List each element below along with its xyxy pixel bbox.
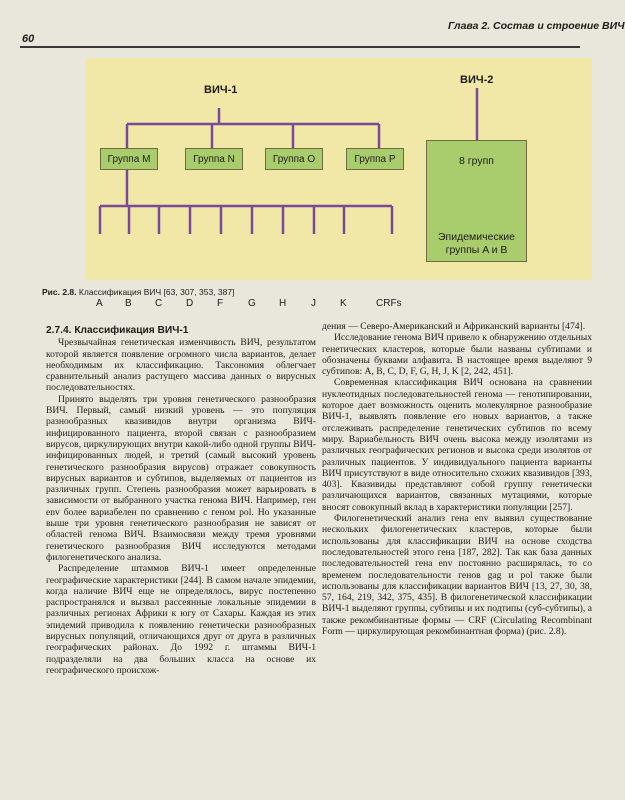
page-number: 60	[22, 33, 35, 45]
paragraph: Распределение штаммов ВИЧ-1 имеет определенные географические характеристики [244]. В самом начале эпидемии, когда наличие ВИЧ еще не определялось, вирус постепенно распространялся и вызвал рассеянные локальные эпидемии в различных регионах Африки к югу от Сахары. Каждая из этих эпидемий приводила к появлению генетически разнообразных вирусных популяций, отличающихся друг от друга в различных географических районах. До 1992 г. штаммы ВИЧ-1 подразделяли на два больших класса на основе их географического происхож-	[46, 563, 316, 676]
group-o-box: Группа O	[265, 148, 323, 170]
paragraph: Современная классификация ВИЧ основана на сравнении нуклеотидных последовательностей генома — генотипировании, которое дает возможность оценить молекулярное разнообразие ВИЧ-1, выявлять появление его новых вариантов, а также отслеживать распределение генетических субтипов по всему миру. Вариабельность ВИЧ очень высока между изолятами из различных географических регионов и высока среди изолятов от различных пациентов. У индивидуального пациента варианты ВИЧ присутствуют в виде относительно схожих квазивидов [393, 403]. Квазивиды представляют собой группу генетически различающихся вариантов, связанных мутациями, которые вносят совокупный вклад в характеристики популяции [257].	[322, 377, 592, 513]
subtype-b: B	[125, 298, 132, 309]
subtype-j: J	[311, 298, 316, 309]
hiv1-label: ВИЧ-1	[204, 84, 238, 96]
header-rule	[20, 46, 580, 48]
subtype-g: G	[248, 298, 256, 309]
running-title: Глава 2. Состав и строение ВИЧ	[448, 20, 625, 32]
hiv2-label: ВИЧ-2	[460, 74, 494, 86]
section-title: 2.7.4. Классификация ВИЧ-1	[46, 325, 189, 336]
group-n-box: Группа N	[185, 148, 243, 170]
group-m-box: Группа M	[100, 148, 158, 170]
paragraph: дения — Северо-Американский и Африканский варианты [474].	[322, 321, 586, 332]
subtype-crfs: CRFs	[376, 298, 402, 309]
paragraph: Исследование генома ВИЧ привело к обнаружению отдельных генетических кластеров, которые были названы субтипами и обозначены буквами алфавита. В настоящее время выделяют 9 субтипов: A, B, C, D, F, G, H, J, K [2, 242, 451].	[322, 332, 592, 378]
subtype-a: A	[96, 298, 103, 309]
subtype-f: F	[217, 298, 224, 309]
epidemic-line-1: Эпидемические	[437, 231, 515, 243]
epidemic-groups	[427, 231, 526, 257]
group-p-box: Группа P	[346, 148, 404, 170]
caption-text: Классификация ВИЧ [63, 307, 353, 387]	[78, 287, 235, 297]
caption-label: Рис. 2.8.	[42, 287, 77, 297]
subtype-c: C	[155, 298, 163, 309]
subtype-d: D	[186, 298, 194, 309]
subtype-k: K	[340, 298, 347, 309]
epidemic-line-2: группы A и B	[445, 244, 508, 256]
paragraph: Филогенетический анализ гена env выявил существование нескольких филогенетических кластеров, которые были использованы для классификации ВИЧ на основе сходства последовательностей этого гена [187, 282]. Так как база данных последовательностей гена env постоянно расширялась, то со временем последовательности генов gag и pol также были использованы для классификации вариантов ВИЧ [13, 27, 30, 38, 57, 164, 219, 342, 375, 435]. В филогенетической классификации ВИЧ-1 выделяют группы, субтипы и их подтипы (суб-субтипы), а также рекомбинантные формы — CRF (Circulating Recombinant Form — циркулирующая рекомбинантная форма) (рис. 2.8).	[322, 513, 592, 638]
paragraph: Чрезвычайная генетическая изменчивость ВИЧ, результатом которой является появление огромного числа вариантов, делает необходимым их классификацию. Таксономия облегчает сравнительный анализ растущего массива данных о вирусных последовательностях.	[46, 337, 316, 394]
hiv2-groups-box	[426, 140, 527, 262]
right-column	[322, 321, 592, 637]
subtype-h: H	[279, 298, 287, 309]
left-column	[46, 325, 316, 676]
figure-caption	[42, 287, 234, 297]
hiv2-group-count: 8 групп	[459, 155, 494, 167]
paragraph: Принято выделять три уровня генетического разнообразия ВИЧ. Первый, самый низкий уровень — это популяция разнообразных квазивидов внутри организма ВИЧ-инфицированного пациента, второй связан с разнообразием вирусов, циркулирующих внутри какой-либо одной группы ВИЧ-инфицированных людей, и третий (самый высокий уровень генетического разнообразия вирусов) отражает совокупность вирусных вариантов и субтипов, выделяемых от пациентов из различных групп. Степень разнообразия может варьировать в зависимости от выбранного участка генома ВИЧ. Например, ген env более вариабелен по сравнению с геном pol. Но указанные выше три уровня генетического разнообразия не зависят от областей генома ВИЧ. Взаимосвязи между тремя уровнями генетического разнообразия ВИЧ исследуются методами филогенетического анализа.	[46, 393, 316, 563]
